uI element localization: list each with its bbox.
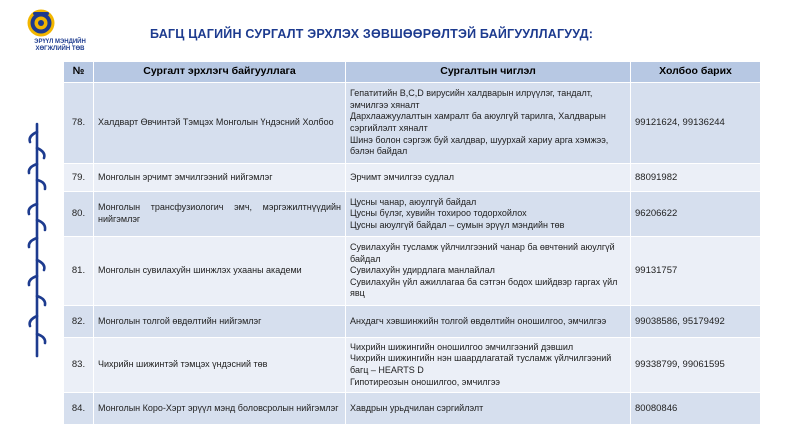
table-row	[64, 306, 761, 338]
mongolian-script-decoration	[22, 120, 52, 360]
organization-name: Халдварт Өвчинтэй Тэмцэх Монголын Үндэсний Холбоо	[94, 83, 346, 164]
logo-line-1: ЭРҮҮЛ МЭНДИЙН	[34, 39, 86, 45]
training-direction	[346, 192, 631, 237]
row-number: 80.	[64, 192, 94, 237]
direction-item: Анхдагч хэвшинжийн толгой өвдөлтийн оношилгоо, эмчилгээ	[350, 315, 607, 326]
column-header-contact: Холбоо барих	[631, 62, 761, 83]
row-number: 83.	[64, 338, 94, 393]
contact-phone: 88091982	[631, 164, 761, 192]
contact-phone: 99338799, 99061595	[631, 338, 761, 393]
organization-name: Монголын сувилахуйн шинжлэх ухааны академи	[94, 237, 346, 306]
organization-name: Монголын трансфузиологич эмч, мэргэжилтнүүдийн нийгэмлэг	[94, 192, 346, 237]
training-direction	[346, 237, 631, 306]
column-header-num: №	[64, 62, 94, 83]
row-number: 84.	[64, 393, 94, 425]
table-row	[64, 164, 761, 192]
row-number: 79.	[64, 164, 94, 192]
training-direction	[346, 306, 631, 338]
contact-phone: 80080846	[631, 393, 761, 425]
organization-name: Монголын толгой өвдөлтийн нийгэмлэг	[94, 306, 346, 338]
row-number: 81.	[64, 237, 94, 306]
column-header-organization: Сургалт эрхлэгч байгууллага	[94, 62, 346, 83]
direction-item: Шинэ болон сэргэж буй халдвар, шуурхай хариу арга хэмжээ, бэлэн байдал	[350, 134, 609, 157]
direction-item: Чихрийн шижингийн нэн шаардлагатай тусламж үйлчилгээний багц – HEARTS D	[350, 353, 612, 375]
page-title: БАГЦ ЦАГИЙН СУРГАЛТ ЭРХЛЭХ ЗӨВШӨӨРӨЛТЭЙ БАЙГУУЛЛАГУУД:	[150, 27, 594, 41]
logo-text	[10, 39, 110, 53]
contact-phone: 96206622	[631, 192, 761, 237]
training-direction	[346, 83, 631, 164]
direction-item: Гипотиреозын оношилгоо, эмчилгээ	[350, 376, 500, 387]
contact-phone: 99038586, 95179492	[631, 306, 761, 338]
organizations-table	[63, 61, 761, 425]
row-number: 82.	[64, 306, 94, 338]
direction-item: Чихрийн шижингийн оношилгоо эмчилгээний дэвшил	[350, 341, 574, 352]
table-row	[64, 83, 761, 164]
organization-name: Монголын Коро-Хэрт эрүүл мэнд боловсролын нийгэмлэг	[94, 393, 346, 425]
direction-item: Цусны бүлэг, хувийн тохироо тодорхойлох	[350, 208, 527, 219]
contact-phone: 99121624, 99136244	[631, 83, 761, 164]
training-direction	[346, 164, 631, 192]
row-number: 78.	[64, 83, 94, 164]
table-row	[64, 237, 761, 306]
organization-name: Чихрийн шижинтэй тэмцэх үндэсний төв	[94, 338, 346, 393]
direction-item: Цусны чанар, аюулгүй байдал	[350, 196, 477, 207]
training-direction	[346, 338, 631, 393]
table-row	[64, 192, 761, 237]
direction-item: Хавдрын урьдчилан сэргийлэлт	[350, 402, 484, 413]
direction-item: Сувилахуйн тусламж үйлчилгээний чанар ба өвчтөний аюулгүй байдал	[350, 242, 615, 264]
organization-name: Монголын эрчимт эмчилгээний нийгэмлэг	[94, 164, 346, 192]
table-row	[64, 338, 761, 393]
direction-item: Эрчимт эмчилгээ судлал	[350, 171, 454, 182]
training-direction	[346, 393, 631, 425]
direction-item: Цусны аюулгүй байдал – сумын эрүүл мэндийн төв	[350, 219, 565, 230]
table-header-row	[64, 62, 761, 83]
direction-item: Сувилахуйн үйл ажиллагаа ба сэтгэн бодох шийдвэр гаргах үйл явц	[350, 276, 618, 299]
contact-phone: 99131757	[631, 237, 761, 306]
column-header-direction: Сургалтын чиглэл	[346, 62, 631, 83]
direction-item: Сувилахуйн удирдлага манлайлал	[350, 265, 495, 276]
logo-line-2: ХӨГЖЛИЙН ТӨВ	[35, 46, 85, 52]
table-row	[64, 393, 761, 425]
direction-item: Гепатитийн В,С,D вирусийн халдварын илрүүлэг, тандалт, эмчилгээ хяналт	[350, 88, 593, 110]
direction-item: Дархлаажуулалтын хамралт ба аюулгүй тарилга, Халдварын сэргийлэлт хяналт	[350, 111, 606, 133]
logo	[10, 8, 120, 58]
soyombo-emblem-icon	[26, 8, 56, 38]
